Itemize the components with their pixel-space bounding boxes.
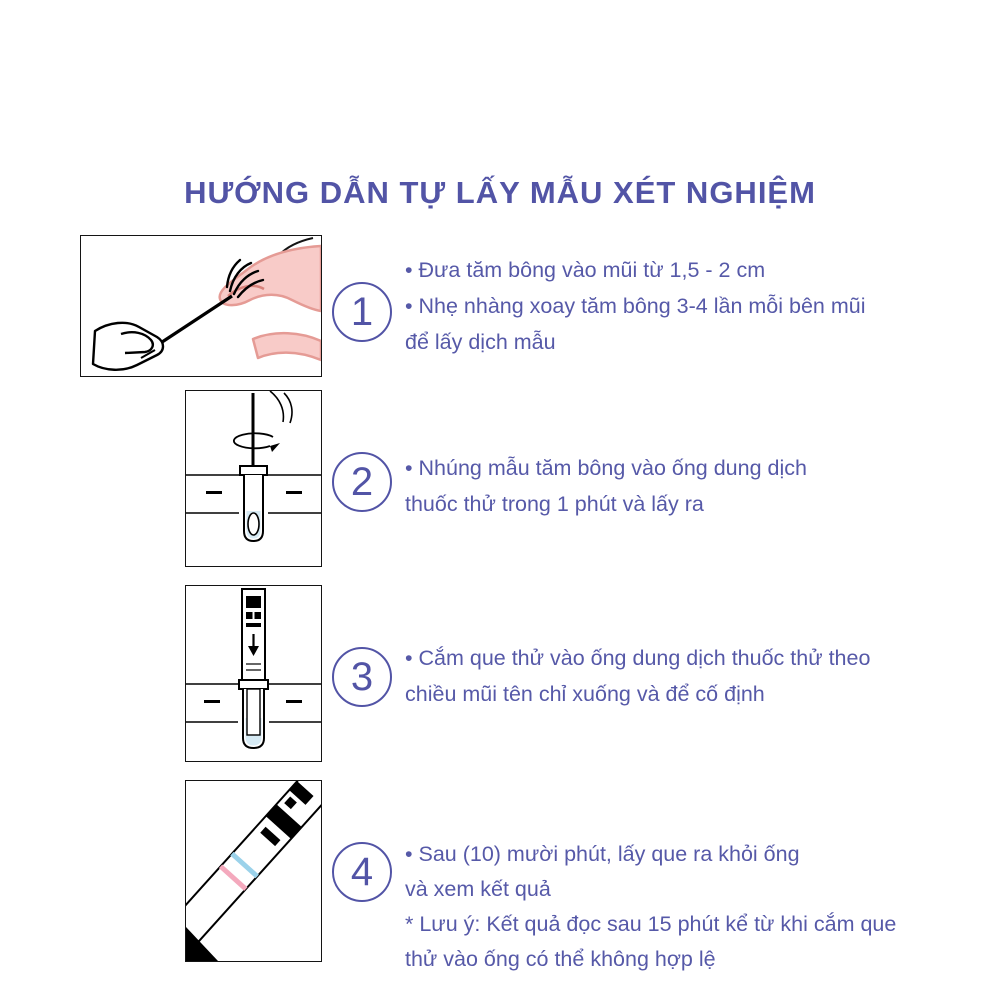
instruction-line: thử vào ống có thể không hợp lệ — [405, 947, 716, 971]
rotation-arrowhead — [270, 443, 280, 452]
hand-holding-swab — [93, 323, 163, 370]
step-number: 2 — [350, 459, 374, 504]
swab-tip — [248, 513, 259, 535]
step-2-illustration-box — [185, 390, 322, 567]
step-4-illustration-box — [185, 780, 322, 962]
upper-lip-shape — [253, 333, 321, 360]
instruction-line: • Đưa tăm bông vào mũi từ 1,5 - 2 cm — [405, 258, 766, 282]
step-1-instructions — [405, 252, 866, 360]
page-title: HƯỚNG DẪN TỰ LẤY MẪU XÉT NGHIỆM — [184, 175, 816, 210]
tube-rim — [240, 466, 267, 475]
step-3-number-badge — [332, 647, 392, 707]
swab-stick — [153, 296, 232, 348]
swab-in-tube-drawing — [186, 391, 321, 566]
instruction-line: * Lưu ý: Kết quả đọc sau 15 phút kể từ khi cắm que — [405, 912, 897, 936]
step-2-instructions — [405, 450, 807, 522]
strip-lower-in-tube — [247, 689, 260, 735]
tube-rim — [239, 680, 268, 689]
instruction-line: và xem kết quả — [405, 877, 551, 901]
step-2-number-badge — [332, 452, 392, 512]
instruction-line: chiều mũi tên chỉ xuống và để cố định — [405, 682, 765, 706]
instruction-line: để lấy dịch mẫu — [405, 330, 556, 354]
step-4-number-badge — [332, 842, 392, 902]
step-number: 4 — [350, 849, 374, 894]
step-number: 1 — [350, 289, 374, 334]
step-3-instructions — [405, 640, 870, 712]
step-4-instructions — [405, 837, 896, 977]
step-1-illustration-box — [80, 235, 322, 377]
nasal-swab-drawing — [81, 236, 321, 376]
instruction-line: • Nhẹ nhàng xoay tăm bông 3-4 lần mỗi bên mũi — [405, 294, 866, 318]
strip-in-tube-drawing — [186, 586, 321, 761]
step-3-illustration-box — [185, 585, 322, 762]
instruction-line: • Nhúng mẫu tăm bông vào ống dung dịch — [405, 456, 807, 480]
instruction-line: thuốc thử trong 1 phút và lấy ra — [405, 492, 704, 516]
result-strip-drawing — [186, 781, 321, 961]
step-1-number-badge — [332, 282, 392, 342]
step-number: 3 — [350, 654, 374, 699]
test-strip — [186, 781, 321, 950]
instruction-line: • Sau (10) mười phút, lấy que ra khỏi ống — [405, 842, 800, 866]
glove-fingers-hint — [270, 391, 292, 423]
instruction-line: • Cắm que thử vào ống dung dịch thuốc thử theo — [405, 646, 871, 670]
